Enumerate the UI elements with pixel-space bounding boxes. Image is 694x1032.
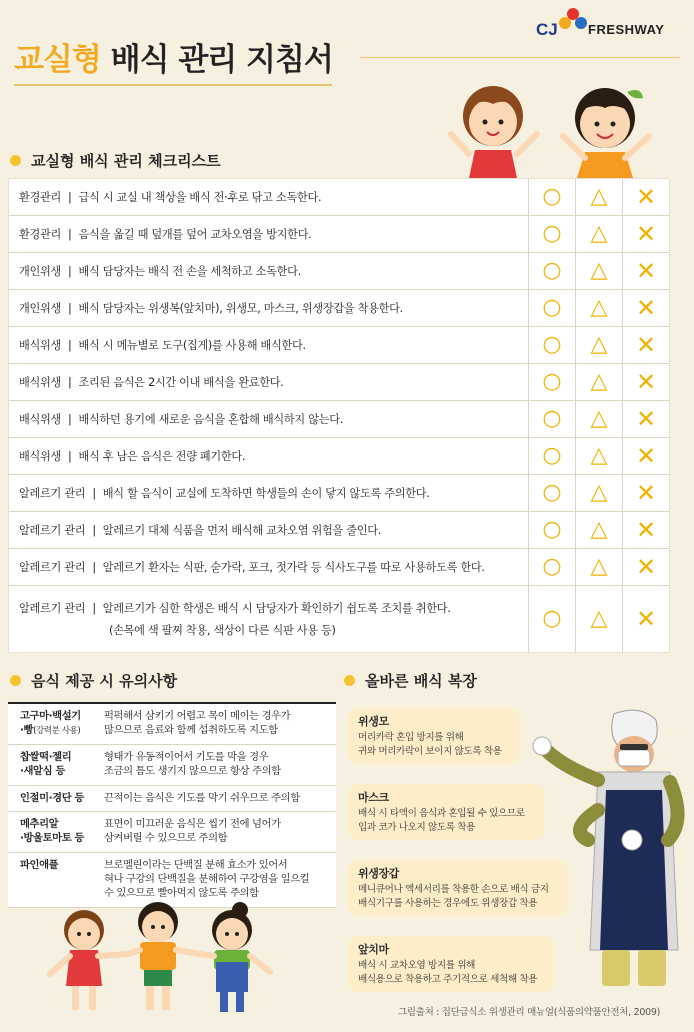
mark-triangle-icon[interactable]: △: [575, 179, 622, 215]
mark-circle-icon[interactable]: ○: [528, 475, 575, 511]
notes-category-note: (강력분 사용): [33, 725, 81, 736]
checklist-category: 배식위생: [19, 339, 62, 352]
notes-row: [8, 812, 336, 853]
mark-triangle-icon[interactable]: △: [575, 253, 622, 289]
checklist-row: [9, 586, 669, 652]
attire-description: 배식 시 타액이 음식과 혼입될 수 있으므로: [358, 808, 525, 820]
notes-category-text: ·빵: [20, 723, 34, 736]
mark-triangle-icon[interactable]: △: [575, 216, 622, 252]
attire-box: [348, 936, 554, 992]
mark-circle-icon[interactable]: ○: [528, 586, 575, 652]
mark-x-icon[interactable]: ✕: [622, 327, 669, 363]
notes-row: [8, 702, 336, 745]
checklist-row-line: [19, 337, 306, 353]
mark-triangle-icon[interactable]: △: [575, 438, 622, 474]
attire-description: 머리카락 혼입 방지를 위해: [358, 732, 464, 744]
checklist-item-text: 배식 할 음식이 교실에 도착하면 학생들의 손이 닿지 않도록 주의한다.: [102, 487, 430, 500]
checklist-row-line: [19, 485, 430, 501]
cj-freshway-logo: [532, 6, 682, 46]
attire-title: 앞치마: [358, 943, 389, 956]
checklist-row-text: [9, 327, 528, 363]
notes-category: [8, 704, 96, 744]
checklist-row-line: [19, 374, 284, 390]
mark-x-icon[interactable]: ✕: [622, 290, 669, 326]
mark-circle-icon[interactable]: ○: [528, 290, 575, 326]
checklist-item-text: 알레르기 대체 식품을 먼저 배식해 교차오염 위험을 줄인다.: [102, 524, 382, 537]
mark-circle-icon[interactable]: ○: [528, 512, 575, 548]
checklist-row: [9, 327, 669, 364]
image-credit: 그림출처 : 집단급식소 위생관리 매뉴얼(식품의약품안전처, 2009): [397, 1007, 660, 1018]
mark-circle-icon[interactable]: ○: [528, 179, 575, 215]
notes-description-line: 형태가 유동적이어서 기도를 막을 경우: [104, 750, 269, 763]
mark-x-icon[interactable]: ✕: [622, 586, 669, 652]
checklist-row-text: [9, 216, 528, 252]
checklist-row-line: [19, 411, 343, 427]
mark-circle-icon[interactable]: ○: [528, 549, 575, 585]
notes-description-line: 수 있으므로 빨아먹지 않도록 주의함: [104, 887, 259, 900]
notes-description-line: 삼켜버릴 수 있으므로 주의함: [104, 832, 228, 845]
checklist-row: [9, 253, 669, 290]
checklist-row-text: [9, 438, 528, 474]
notes-description-line: 끈적이는 음식은 기도를 막기 쉬우므로 주의함: [104, 791, 300, 804]
checklist-category: 배식위생: [19, 376, 62, 389]
notes-category-line: [20, 765, 96, 779]
checklist-row-text: [9, 290, 528, 326]
cj-logo-icon: [556, 6, 590, 36]
attire-heading-text: 올바른 배식 복장: [365, 672, 477, 690]
mark-x-icon[interactable]: ✕: [622, 475, 669, 511]
logo-cj-text: CJ: [536, 20, 558, 39]
checklist-category: 알레르기 관리: [19, 561, 86, 574]
notes-description: [96, 786, 336, 812]
checklist-item-text: 배식하던 용기에 새로운 음식을 혼합해 배식하지 않는다.: [78, 413, 343, 426]
checklist-item-text: 조리된 음식은 2시간 이내 배식을 완료한다.: [78, 376, 284, 389]
checklist-row: [9, 512, 669, 549]
notes-category: [8, 745, 96, 785]
notes-description: [96, 812, 336, 852]
title-underline: [14, 84, 332, 86]
checklist-category: 배식위생: [19, 450, 62, 463]
header-divider: [360, 57, 680, 58]
notes-heading: [10, 670, 177, 691]
notes-category-text: ·새알심 등: [20, 764, 65, 777]
notes-description-line: 표면이 미끄러운 음식은 씹기 전에 넘어가: [104, 818, 281, 831]
attire-box: [348, 860, 568, 916]
notes-description: [96, 704, 336, 744]
attire-title: 위생장갑: [358, 867, 399, 880]
checklist-category: 환경관리: [19, 191, 62, 204]
title-main: 배식 관리 지침서: [100, 42, 333, 78]
notes-category-line: [20, 832, 96, 846]
checklist-item-text: 급식 시 교실 내 책상을 배식 전·후로 닦고 소독한다.: [78, 191, 322, 204]
checklist-row: [9, 475, 669, 512]
separator: |: [68, 265, 72, 278]
attire-box: [348, 708, 520, 764]
bullet-dot-icon: [344, 675, 355, 686]
attire-description: 귀와 머리카락이 보이지 않도록 착용: [358, 745, 502, 757]
notes-row: [8, 745, 336, 786]
mark-x-icon[interactable]: ✕: [622, 549, 669, 585]
checklist-heading-text: 교실형 배식 관리 체크리스트: [31, 152, 221, 170]
mark-x-icon[interactable]: ✕: [622, 401, 669, 437]
mark-circle-icon[interactable]: ○: [528, 438, 575, 474]
checklist-row-text: [9, 179, 528, 215]
mark-triangle-icon[interactable]: △: [575, 327, 622, 363]
checklist-row-line: [19, 189, 321, 205]
separator: |: [92, 524, 96, 537]
attire-description: 배식기구를 사용하는 경우에도 위생장갑 착용: [358, 897, 538, 909]
mark-triangle-icon[interactable]: △: [575, 401, 622, 437]
checklist-category: 개인위생: [19, 265, 62, 278]
attire-box: [348, 784, 544, 840]
mark-triangle-icon[interactable]: △: [575, 586, 622, 652]
mark-x-icon[interactable]: ✕: [622, 179, 669, 215]
separator: |: [68, 339, 72, 352]
checklist-category: 알레르기 관리: [19, 487, 86, 500]
notes-category-line: 찹쌀떡·젤리: [20, 750, 72, 763]
notes-description: [96, 853, 336, 907]
notes-category-line: [20, 724, 96, 738]
separator: |: [92, 487, 96, 500]
mark-x-icon[interactable]: ✕: [622, 364, 669, 400]
checklist-row: [9, 438, 669, 475]
notes-description-line: 혀나 구강의 단백질을 분해하여 구강염을 일으킬: [104, 873, 310, 886]
checklist-row: [9, 364, 669, 401]
checklist-row-line: [19, 600, 451, 616]
mark-x-icon[interactable]: ✕: [622, 216, 669, 252]
notes-category-line: 파인애플: [20, 859, 59, 872]
checklist-item-text: 음식을 옮길 때 덮개를 덮어 교차오염을 방지한다.: [78, 228, 312, 241]
notes-category: [8, 853, 96, 907]
checklist-item-text: 배식 담당자는 배식 전 손을 세척하고 소독한다.: [78, 265, 301, 278]
checklist-item-text: 알레르기 환자는 식판, 숟가락, 포크, 젓가락 등 식사도구를 따로 사용하도록 한다.: [102, 561, 485, 574]
checklist-row: [9, 216, 669, 253]
separator: |: [68, 450, 72, 463]
notes-description-line: 브로멜린이라는 단백질 분해 효소가 있어서: [104, 859, 288, 872]
notes-description-line: 많으므로 음료와 함께 섭취하도록 지도함: [104, 723, 278, 736]
checklist-row-line: [19, 448, 245, 464]
checklist-row: [9, 179, 669, 216]
notes-category-text: ·방울토마토 등: [20, 832, 84, 845]
notes-category-line: 고구마·백설기: [20, 710, 81, 722]
mark-circle-icon[interactable]: ○: [528, 216, 575, 252]
checklist-category: 개인위생: [19, 302, 62, 315]
checklist-row-text: [9, 475, 528, 511]
mark-circle-icon[interactable]: ○: [528, 253, 575, 289]
checklist-row: [9, 549, 669, 586]
separator: |: [68, 413, 72, 426]
checklist-row-text: [9, 401, 528, 437]
checklist-row-text: [9, 512, 528, 548]
notes-table: [8, 702, 336, 908]
mark-triangle-icon[interactable]: △: [575, 549, 622, 585]
attire-description: 배식용으로 착용하고 주기적으로 세척해 착용: [358, 973, 538, 985]
mark-x-icon[interactable]: ✕: [622, 438, 669, 474]
notes-row: [8, 786, 336, 813]
mark-triangle-icon[interactable]: △: [575, 290, 622, 326]
checklist-category: 환경관리: [19, 228, 62, 241]
attire-description: 입과 코가 나오지 않도록 착용: [358, 821, 476, 833]
mark-x-icon[interactable]: ✕: [622, 512, 669, 548]
notes-category: [8, 812, 96, 852]
mark-triangle-icon[interactable]: △: [575, 512, 622, 548]
separator: |: [68, 191, 72, 204]
checklist-row: [9, 401, 669, 438]
mark-circle-icon[interactable]: ○: [528, 401, 575, 437]
checklist-item-text: 배식 시 메뉴별로 도구(집게)를 사용해 배식한다.: [78, 339, 306, 352]
logo-freshway-text: FRESHWAY: [588, 22, 665, 37]
bullet-dot-icon: [10, 675, 21, 686]
checklist-category: 알레르기 관리: [19, 524, 86, 537]
mark-triangle-icon[interactable]: △: [575, 364, 622, 400]
page-title: [14, 34, 333, 79]
checklist-table: [8, 178, 670, 653]
checklist-row-text: [9, 364, 528, 400]
checklist-category: 알레르기 관리: [19, 602, 86, 615]
separator: |: [68, 302, 72, 315]
notes-category-line: 인절미·경단 등: [20, 791, 84, 804]
mark-triangle-icon[interactable]: △: [575, 475, 622, 511]
notes-heading-text: 음식 제공 시 유의사항: [31, 672, 178, 690]
separator: |: [68, 376, 72, 389]
attire-description: 배식 시 교차오염 방지를 위해: [358, 960, 476, 972]
attire-title: 위생모: [358, 715, 389, 728]
separator: |: [68, 228, 72, 241]
checklist-row-text: [9, 253, 528, 289]
checklist-row-line: [19, 559, 485, 575]
notes-description-line: 퍽퍽해서 삼키기 어렵고 목이 메이는 경우가: [104, 710, 291, 722]
checklist-row-line: [19, 522, 381, 538]
bullet-dot-icon: [10, 155, 21, 166]
checklist-item-text: 알레르기가 심한 학생은 배식 시 담당자가 확인하기 쉽도록 조치를 취한다.: [102, 602, 451, 615]
checklist-row-text: [9, 549, 528, 585]
checklist-row-subtext: (손목에 색 팔찌 착용, 색상이 다른 식판 사용 등): [109, 624, 336, 637]
checklist-category: 배식위생: [19, 413, 62, 426]
checklist-row-text: [9, 586, 528, 652]
title-accent: 교실형: [14, 42, 101, 78]
children-illustration-bottom: [40, 900, 280, 1020]
checklist-row-line: [19, 300, 403, 316]
mark-x-icon[interactable]: ✕: [622, 253, 669, 289]
checklist-item-text: 배식 후 남은 음식은 전량 폐기한다.: [78, 450, 246, 463]
notes-category-line: 메추리알: [20, 818, 59, 831]
checklist-item-text: 배식 담당자는 위생복(앞치마), 위생모, 마스크, 위생장갑을 착용한다.: [78, 302, 403, 315]
notes-description-line: 조금의 틈도 생기지 않으므로 항상 주의함: [104, 764, 281, 777]
notes-category: [8, 786, 96, 812]
checklist-row: [9, 290, 669, 327]
separator: |: [92, 561, 96, 574]
mark-circle-icon[interactable]: ○: [528, 364, 575, 400]
attire-title: 마스크: [358, 791, 389, 804]
children-illustration-top: [445, 78, 675, 178]
separator: |: [92, 602, 96, 615]
checklist-row-line: [19, 263, 301, 279]
attire-description: 메니큐어나 액세서리를 착용한 손으로 배식 금지: [358, 884, 549, 896]
notes-description: [96, 745, 336, 785]
checklist-row-line: [19, 226, 311, 242]
mark-circle-icon[interactable]: ○: [528, 327, 575, 363]
attire-heading: [344, 670, 477, 691]
checklist-heading: [10, 150, 221, 171]
